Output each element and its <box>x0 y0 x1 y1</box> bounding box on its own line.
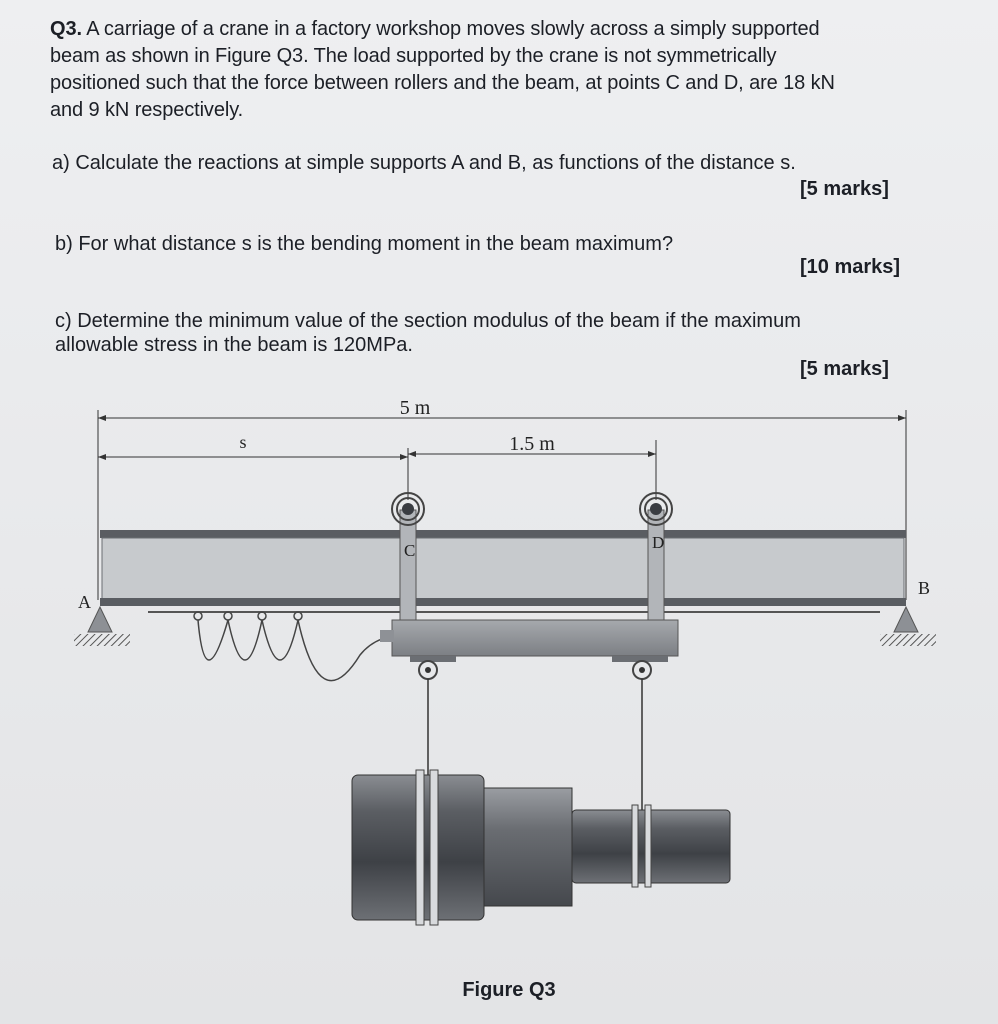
part-a-text: a) Calculate the reactions at simple supports A and B, as functions of the distance s. <box>52 152 796 174</box>
festoon-cable <box>194 612 392 681</box>
part-b-marks: [10 marks] <box>800 256 901 278</box>
part-c-marks: [5 marks] <box>800 358 889 380</box>
dim-s-label: s <box>239 432 247 452</box>
dim-cd-label: 1.5 m <box>509 433 555 455</box>
part-c-line-2: allowable stress in the beam is 120MPa. <box>55 334 413 356</box>
support-a <box>74 607 130 646</box>
figure-q3 <box>0 380 998 1020</box>
intro-line-2: beam as shown in Figure Q3. The load supported by the crane is not symmetrically <box>50 45 777 67</box>
question-intro <box>50 16 960 124</box>
label-d: D <box>652 533 665 552</box>
trolley <box>380 620 678 679</box>
label-c: C <box>404 541 416 560</box>
figure-caption: Figure Q3 <box>462 979 556 1001</box>
part-c-text <box>55 308 935 358</box>
intro-line-4: and 9 kN respectively. <box>50 99 244 121</box>
part-b-text: b) For what distance s is the bending moment in the beam maximum? <box>55 233 674 255</box>
label-b: B <box>918 578 931 598</box>
load-shaft <box>352 770 730 925</box>
support-b <box>880 607 936 646</box>
intro-line-3: positioned such that the force between rollers and the beam, at points C and D, are 18 kN <box>50 72 835 94</box>
dim-total-label: 5 m <box>399 397 431 419</box>
dimension-cd <box>408 433 656 457</box>
label-a: A <box>78 592 91 612</box>
part-c-line-1: c) Determine the minimum value of the section modulus of the beam if the maximum <box>55 310 801 332</box>
intro-line-1: Q3. A carriage of a crane in a factory workshop moves slowly across a simply supported <box>50 18 820 40</box>
part-a-marks: [5 marks] <box>800 178 889 200</box>
dimension-total <box>98 397 906 421</box>
beam <box>100 530 906 612</box>
question-number: Q3. <box>50 18 82 40</box>
dimension-s <box>98 432 408 460</box>
